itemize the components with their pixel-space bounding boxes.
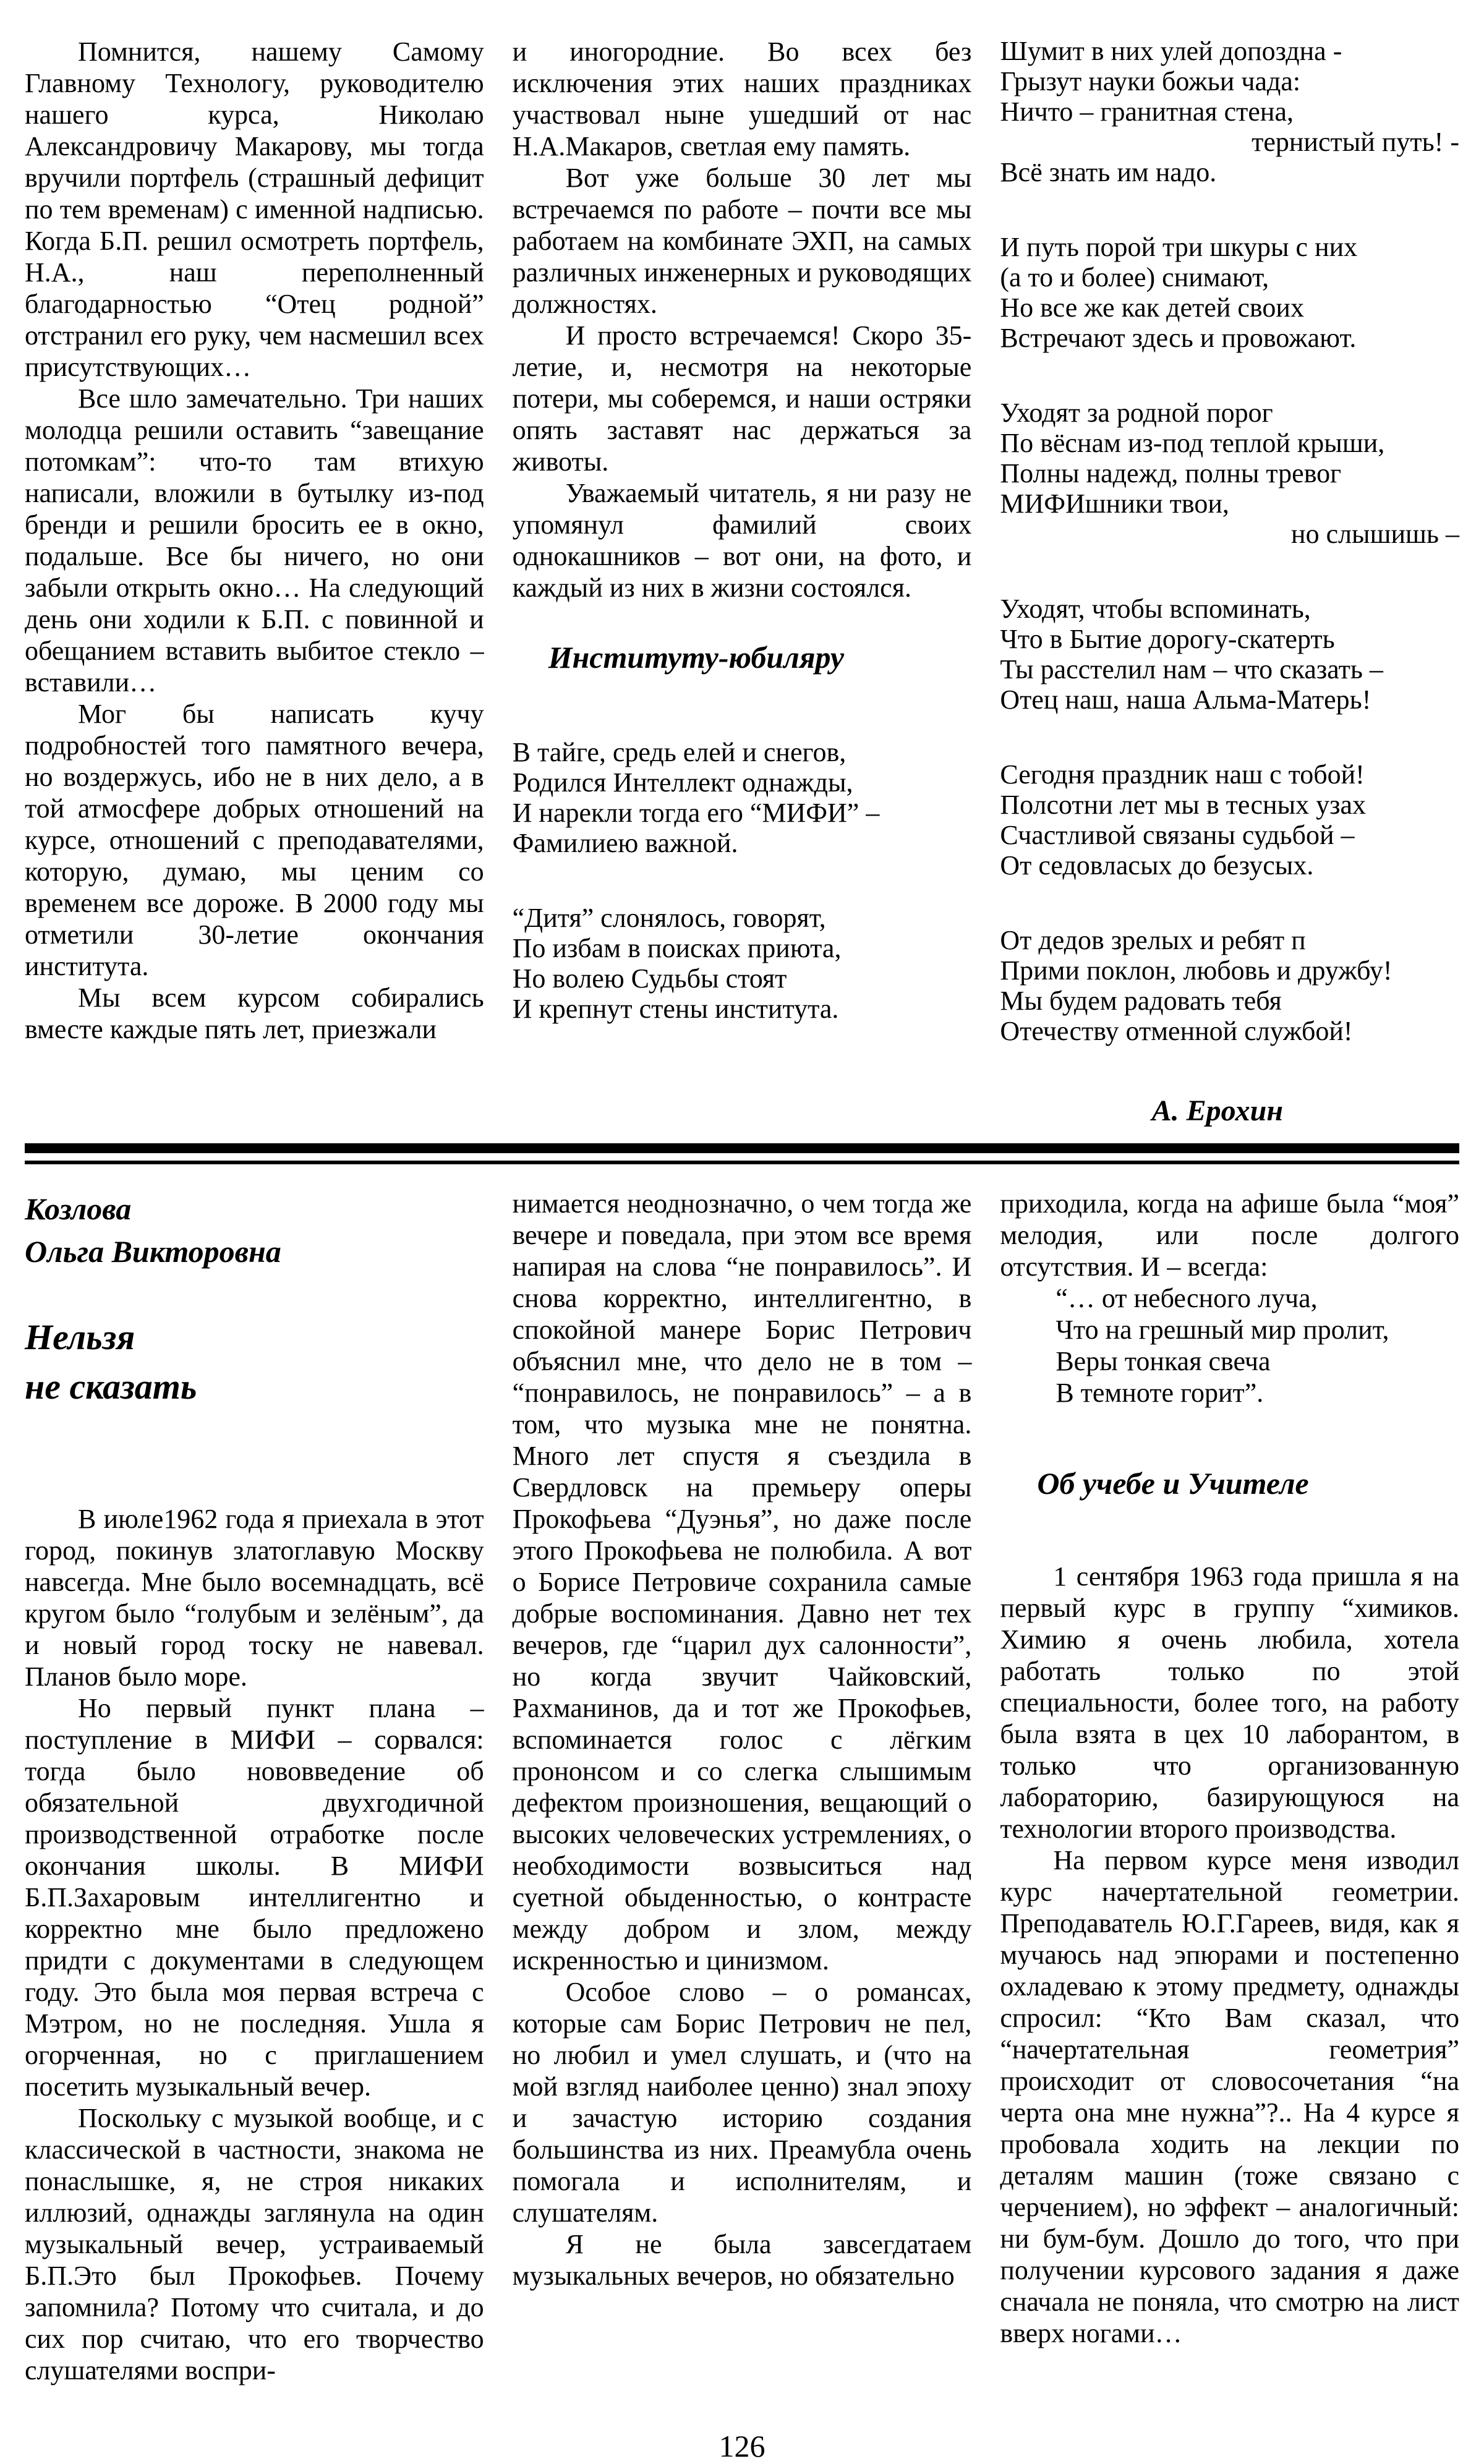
poem-stanza bbox=[1000, 925, 1459, 1046]
poem-line: Счастливой связаны судьбой – bbox=[1000, 820, 1355, 850]
poem-stanza bbox=[1000, 759, 1459, 880]
paragraph: Мог бы написать кучу подробностей того памятного вечера, но воздержусь, ибо не в них дело, а в той атмосфере добрых отношений на курсе, отношений с преподавателями, которую, думаю, мы ценим со временем все дороже. В 2000 году мы отметили 30-летие окончания института. bbox=[25, 699, 484, 981]
top-column-3 bbox=[1000, 36, 1459, 1126]
paragraph: и иногородние. Во всех без исключения этих наших праздниках участвовал ныне ушедший от нас Н.А.Макаров, светлая ему память. bbox=[512, 36, 972, 161]
bottom-column-3 bbox=[1000, 1188, 1459, 2386]
article-author bbox=[25, 1188, 484, 1273]
poem-line: Что в Бытие дорогу-скатерть bbox=[1000, 624, 1335, 654]
verse-line: В темноте горит”. bbox=[1055, 1378, 1264, 1408]
paragraph: На первом курсе меня изводил курс начертательной геометрии. Преподаватель Ю.Г.Гареев, видя, как я мучаюсь над эпюрами и постепенно охладеваю к этому предмету, однажды спросил: “Кто Вам сказал, что “начертательная геометрия” происходит от словосочетания “на черта она мне нужна”?.. На 4 курсе я пробовала ходить на лекции по деталям машин (тоже связано с черчением), но эффект – аналогичный: ни бум-бум. Дошло до того, что при получении курсового задания я даже сначала не поняла, что смотрю на лист вверх ногами… bbox=[1000, 1845, 1459, 2348]
poem-line: От дедов зрелых и ребят п bbox=[1000, 925, 1306, 955]
top-column-2-paragraphs bbox=[513, 36, 972, 603]
poem-line: Встречают здесь и провожают. bbox=[1000, 323, 1357, 353]
poem-line: И путь порой три шкуры с них bbox=[1000, 232, 1358, 262]
poem-line: но слышишь – bbox=[1291, 519, 1459, 549]
poem-line: Но волею Судьбы стоят bbox=[512, 963, 787, 994]
article-title bbox=[25, 1313, 484, 1412]
poem-line: Прими поклон, любовь и дружбу! bbox=[1000, 955, 1392, 986]
poem-line: По вёснам из-под теплой крыши, bbox=[1000, 428, 1385, 458]
paragraph: Поскольку с музыкой вообще, и с классической в частности, знакома не понаслышке, я, не строя никаких иллюзий, однажды заглянула на один музыкальный вечер, устраиваемый Б.П.Это был Прокофьев. Почему запомнила? Потому что считала, и до сих пор считаю, что его творчество слушателями воспри- bbox=[25, 2103, 484, 2386]
subsection-heading: Об учебе и Учителе bbox=[1037, 1466, 1309, 1501]
verse-line: “… от небесного луча, bbox=[1055, 1283, 1318, 1313]
poem-line: Уходят, чтобы вспоминать, bbox=[1000, 594, 1311, 624]
paragraph: Уважаемый читатель, я ни разу не упомянул фамилий своих однокашников – вот они, на фото, и каждый из них в жизни состоялся. bbox=[512, 478, 972, 603]
poem-institute bbox=[513, 737, 972, 1024]
paragraph: 1 сентября 1963 года пришла я на первый курс в группу “химиков. Химию я очень любила, хотела работать только по этой специальности, более того, на работу была взята в цех 10 лаборантом, в только что организованную лабораторию, базирующуюся на технологии второго производства. bbox=[1000, 1561, 1459, 1844]
top-column-1 bbox=[25, 36, 484, 1126]
poem-line: Шумит в них улей допоздна - bbox=[1000, 36, 1342, 66]
poem-line: Полсотни лет мы в тесных узах bbox=[1000, 790, 1367, 820]
verse-line: Веры тонкая свеча bbox=[1055, 1346, 1271, 1376]
paragraph: Но первый пункт плана – поступление в МИФИ – сорвался: тогда было нововведение об обязательной двухгодичной производственной отработке после окончания школы. В МИФИ Б.П.Захаровым интеллигентно и корректно мне было предложено придти с документами в следующем году. Это была моя первая встреча с Мэтром, но не последняя. Ушла я огорченная, но с приглашением посетить музыкальный вечер. bbox=[25, 1693, 484, 2102]
poem-stanza bbox=[1000, 594, 1459, 715]
poem-line: Всё знать им надо. bbox=[1000, 157, 1217, 187]
poem-line: Родился Интеллект однажды, bbox=[512, 767, 853, 798]
article-title-line: не сказать bbox=[25, 1366, 197, 1407]
article-title-line: Нельзя bbox=[25, 1317, 135, 1357]
bottom-column-3-lead bbox=[1000, 1188, 1459, 1282]
verse-line: Что на грешный мир пролит, bbox=[1055, 1315, 1389, 1345]
poem-stanza bbox=[1000, 232, 1459, 353]
author-surname: Козлова bbox=[25, 1192, 132, 1226]
poem-line: И крепнут стены института. bbox=[512, 994, 839, 1024]
poem-line: Отец наш, наша Альма-Матерь! bbox=[1000, 684, 1371, 715]
poem-line: И нарекли тогда его “МИФИ” – bbox=[512, 798, 880, 828]
poem-line: (а то и более) снимают, bbox=[1000, 262, 1269, 292]
poem-line: Отечеству отменной службой! bbox=[1000, 1016, 1353, 1046]
paragraph: В июле1962 года я приехала в этот город, покинув златоглавую Москву навсегда. Мне было восемнадцать, всё кругом было “голубым и зелёным”, да и новый город тоску не навевал. Планов было море. bbox=[25, 1504, 484, 1692]
paragraph: Вот уже больше 30 лет мы встречаемся по работе – почти все мы работаем на комбинате ЭХП, на самых различных инженерных и руководящих должностях. bbox=[512, 163, 972, 319]
paragraph: Я не была завсегдатаем музыкальных вечеров, но обязательно bbox=[512, 2229, 972, 2291]
poem-line: Грызут науки божьи чада: bbox=[1000, 66, 1301, 96]
bottom-column-1-paragraphs bbox=[25, 1503, 484, 2386]
poem-line: Фамилиею важной. bbox=[512, 828, 738, 858]
poem-title: Институту-юбиляру bbox=[548, 640, 845, 675]
poem-stanza bbox=[1000, 36, 1459, 187]
poem-line: По избам в поисках приюта, bbox=[512, 933, 842, 963]
bottom-column-2 bbox=[513, 1188, 972, 2386]
paragraph: приходила, когда на афише была “моя” мелодия, или после долгого отсутствия. И – всегда: bbox=[1000, 1188, 1459, 1282]
bottom-column-1 bbox=[25, 1188, 484, 2386]
poem-line: тернистый путь! - bbox=[1252, 127, 1459, 157]
bottom-column-3-paragraphs bbox=[1000, 1561, 1459, 2349]
bottom-section bbox=[25, 1188, 1459, 2386]
section-divider-rule bbox=[25, 1143, 1459, 1164]
poem-line: “Дитя” слонялось, говорят, bbox=[512, 903, 826, 933]
author-given-names: Ольга Викторовна bbox=[25, 1234, 281, 1269]
quoted-verse bbox=[1000, 1282, 1459, 1409]
poem-line: Мы будем радовать тебя bbox=[1000, 986, 1282, 1016]
poem-line: Но все же как детей своих bbox=[1000, 292, 1304, 323]
poem-stanza bbox=[513, 903, 972, 1024]
paragraph: Особое слово – о романсах, которые сам Борис Петрович не пел, но любил и умел слушать, и (что на мой взгляд наиболее ценно) знал эпоху и зачастую историю создания большинства из них. Преамубла очень помогала и исполнителям, и слушателям. bbox=[512, 1977, 972, 2228]
poem-stanza bbox=[1000, 398, 1459, 549]
paragraph: Мы всем курсом собирались вместе каждые пять лет, приезжали bbox=[25, 983, 484, 1044]
paragraph: Все шло замечательно. Три наших молодца решили оставить “завещание потомкам”: что-то там втихую написали, вложили в бутылку из-под бренди и решили бросить ее в окно, подальше. Все бы ничего, но они забыли открыть окно… На следующий день они ходили к Б.П. с повинной и обещанием вставить выбитое стекло – вставили… bbox=[25, 383, 484, 697]
poem-line: Уходят за родной порог bbox=[1000, 398, 1273, 428]
top-section bbox=[25, 36, 1459, 1126]
poem-line: От седовласых до безусых. bbox=[1000, 850, 1314, 880]
paragraph: Помнится, нашему Самому Главному Технологу, руководителю нашего курса, Николаю Александровичу Макарову, мы тогда вручили портфель (страшный дефицит по тем временам) с именной надписью. Когда Б.П. решил осмотреть портфель, Н.А., наш переполненный благодарностью “Отец родной” отстранил его руку, чем насмешил всех присутствующих… bbox=[25, 36, 484, 382]
page-number: 126 bbox=[719, 2429, 765, 2464]
poem-line: Ты расстелил нам – что сказать – bbox=[1000, 654, 1383, 684]
poem-author-signature: А. Ерохин bbox=[1151, 1094, 1283, 1127]
top-column-2 bbox=[513, 36, 972, 1126]
poem-stanza bbox=[513, 737, 972, 858]
poem-line: Сегодня праздник наш с тобой! bbox=[1000, 759, 1365, 790]
poem-line: Полны надежд, полны тревог bbox=[1000, 458, 1342, 488]
paragraph: И просто встречаемся! Скоро 35-летие, и, несмотря на некоторые потери, мы соберемся, и наши остряки опять заставят нас держаться за животы. bbox=[512, 320, 972, 477]
poem-line: Ничто – гранитная стена, bbox=[1000, 96, 1294, 127]
paragraph: нимается неоднозначно, о чем тогда же вечере и поведала, при этом все время напирая на слова “не понравилось”. И снова корректно, интеллигентно, в спокойной манере Борис Петрович объяснил мне, что дело не в том – “понравилось, не понравилось” – а в том, что музыка мне не понятна. Много лет спустя я съездила в Свердловск на премьеру оперы Прокофьева “Дуэнья”, но даже после этого Прокофьева не полюбила. А вот о Борисе Петровиче сохранила самые добрые воспоминания. Давно нет тех вечеров, где “царил дух салонности”, но когда звучит Чайковский, Рахманинов, да и тот же Прокофьев, вспоминается голос с лёгким прононсом и со слегка слышимым дефектом произношения, вещающий о высоких человеческих устремлениях, о необходимости возвыситься над суетной обыденностью, о контрасте между добром и злом, между искренностью и цинизмом. bbox=[512, 1188, 972, 1976]
poem-line: МИФИшники твои, bbox=[1000, 488, 1229, 519]
poem-line: В тайге, средь елей и снегов, bbox=[512, 737, 846, 767]
